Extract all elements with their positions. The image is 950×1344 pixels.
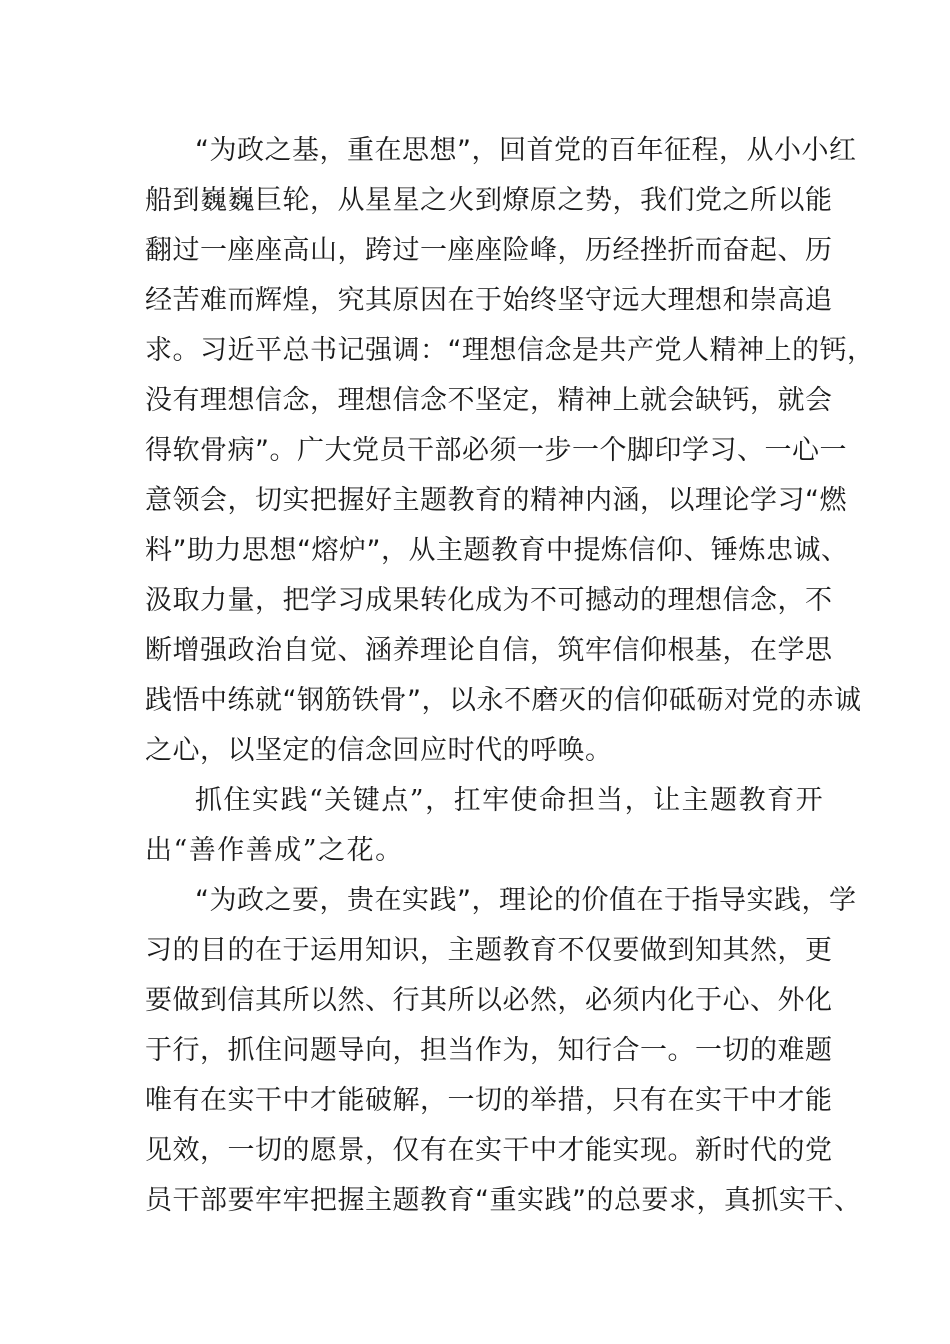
- heading-line: 出“善作善成”之花。: [145, 835, 404, 866]
- text-line: 船到巍巍巨轮，从星星之火到燎原之势，我们党之所以能: [145, 185, 833, 216]
- text-line: “为政之要，贵在实践”，理论的价值在于指导实践，学: [195, 885, 857, 916]
- text-line: 员干部要牢牢把握主题教育“重实践”的总要求，真抓实干、: [145, 1185, 862, 1216]
- section-heading-practice: [145, 776, 825, 876]
- text-line: 践悟中练就“钢筋铁骨”，以永不磨灭的信仰砥砺对党的赤诚: [145, 685, 862, 716]
- text-line: 唯有在实干中才能破解，一切的举措，只有在实干中才能: [145, 1085, 833, 1116]
- text-line: 之心，以坚定的信念回应时代的呼唤。: [145, 735, 613, 766]
- text-line: 经苦难而辉煌，究其原因在于始终坚守远大理想和崇高追: [145, 285, 833, 316]
- paragraph-ideology: [145, 126, 875, 776]
- text-line: 习的目的在于运用知识，主题教育不仅要做到知其然，更: [145, 935, 833, 966]
- text-line: 得软骨病”。广大党员干部必须一步一个脚印学习、一心一: [145, 435, 847, 466]
- text-line: 断增强政治自觉、涵养理论自信，筑牢信仰根基，在学思: [145, 635, 833, 666]
- text-line: 汲取力量，把学习成果转化成为不可撼动的理想信念，不: [145, 585, 833, 616]
- text-line: 没有理想信念，理想信念不坚定，精神上就会缺钙，就会: [145, 385, 833, 416]
- text-line: 料”助力思想“熔炉”，从主题教育中提炼信仰、锤炼忠诚、: [145, 535, 849, 566]
- text-line: 意领会，切实把握好主题教育的精神内涵，以理论学习“燃: [145, 485, 847, 516]
- text-line: 见效，一切的愿景，仅有在实干中才能实现。新时代的党: [145, 1135, 833, 1166]
- text-line: 于行，抓住问题导向，担当作为，知行合一。一切的难题: [145, 1035, 833, 1066]
- text-line: 要做到信其所以然、行其所以必然，必须内化于心、外化: [145, 985, 833, 1016]
- paragraph-practice: [145, 876, 862, 1226]
- text-line: 求。习近平总书记强调：“理想信念是共产党人精神上的钙，: [145, 335, 875, 366]
- text-line: 翻过一座座高山，跨过一座座险峰，历经挫折而奋起、历: [145, 235, 833, 266]
- heading-line: 抓住实践“关键点”，扛牢使命担当，让主题教育开: [195, 785, 825, 816]
- body-text: [145, 126, 875, 1226]
- text-line: “为政之基，重在思想”，回首党的百年征程，从小小红: [195, 135, 857, 166]
